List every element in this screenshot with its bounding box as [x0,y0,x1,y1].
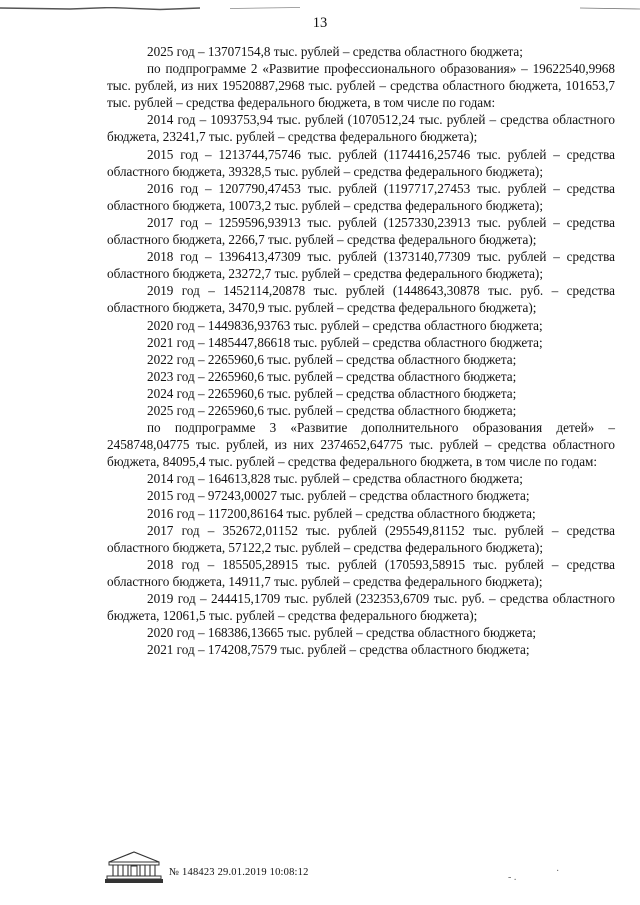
paragraph: 2016 год – 1207790,47453 тыс. рублей (1197717,27453 тыс. рублей – средства областного бюджета, 10073,2 тыс. рублей – средства федерального бюджета); [107,180,615,213]
paragraph: 2020 год – 1449836,93763 тыс. рублей – средства областного бюджета; [147,317,543,333]
paragraph: 2017 год – 1259596,93913 тыс. рублей (1257330,23913 тыс. рублей – средства областного бюджета, 2266,7 тыс. рублей – средства федерального бюджета); [107,214,615,248]
paragraph: 2021 год – 1485447,86618 тыс. рублей – средства областного бюджета; [147,334,543,350]
document-body [107,43,615,658]
paragraph: 2021 год – 174208,7579 тыс. рублей – средства областного бюджета; [147,642,530,658]
paragraph: 2020 год – 168386,13665 тыс. рублей – средства областного бюджета; [147,625,537,641]
paragraph: по подпрограмме 3 «Развитие дополнительного образования детей» – 2458748,04775 тыс. рублей, из них 2374652,64775 тыс. рублей – средства областного бюджета, 84095,4 тыс. рублей – средства федерального бюджета, в том числе по годам: [107,420,615,470]
document-footer [105,848,405,888]
paragraph: 2014 год – 1093753,94 тыс. рублей (1070512,24 тыс. рублей – средства областного бюджета, 23241,7 тыс. рублей – средства федерального бюджета); [107,112,615,145]
paragraph: 2018 год – 185505,28915 тыс. рублей (170593,58915 тыс. рублей – средства областного бюджета, 14911,7 тыс. рублей – средства федерального бюджета); [107,556,615,589]
paragraph: 2014 год – 164613,828 тыс. рублей – средства областного бюджета; [147,471,523,487]
scan-edge-artifact [0,0,640,6]
paragraph: 2019 год – 1452114,20878 тыс. рублей (1448643,30878 тыс. руб. – средства областного бюджета, 3470,9 тыс. рублей – средства федерального бюджета); [107,283,615,316]
paragraph: 2025 год – 13707154,8 тыс. рублей – средства областного бюджета; [147,44,523,59]
paragraph: 2018 год – 1396413,47309 тыс. рублей (1373140,77309 тыс. рублей – средства областного бюджета, 23272,7 тыс. рублей – средства федерального бюджета); [107,249,615,282]
paragraph: 2016 год – 117200,86164 тыс. рублей – средства областного бюджета; [147,505,536,521]
paragraph: 2015 год – 1213744,75746 тыс. рублей (1174416,25746 тыс. рублей – средства областного бюджета, 39328,5 тыс. рублей – средства федерального бюджета); [107,146,615,179]
paragraph: 2017 год – 352672,01152 тыс. рублей (295549,81152 тыс. рублей – средства областного бюджета, 57122,2 тыс. рублей – средства федерального бюджета); [107,522,615,555]
paragraph: 2015 год – 97243,00027 тыс. рублей – средства областного бюджета; [147,488,530,504]
paragraph: 2025 год – 2265960,6 тыс. рублей – средства областного бюджета; [147,402,517,418]
paragraph: 2019 год – 244415,1709 тыс. рублей (232353,6709 тыс. руб. – средства областного бюджета, 12061,5 тыс. рублей – средства федерального бюджета); [107,591,615,624]
paragraph: 2023 год – 2265960,6 тыс. рублей – средства областного бюджета; [147,368,517,384]
paragraph: по подпрограмме 2 «Развитие профессионального образования» – 19622540,9968 тыс. рублей, из них 19520887,2968 тыс. рублей – средства областного бюджета, 101653,7 тыс. рублей – средства федерального бюджета, в том числе по годам: [107,61,615,111]
paragraph: 2022 год – 2265960,6 тыс. рублей – средства областного бюджета; [147,351,517,367]
scan-speck: · [556,866,560,877]
document-id-stamp: № 148423 29.01.2019 10:08:12 [169,867,309,878]
scan-speck: - . [508,872,517,883]
page-number: 13 [312,15,328,31]
building-seal-icon [105,850,163,889]
paragraph: 2024 год – 2265960,6 тыс. рублей – средства областного бюджета; [147,385,517,401]
